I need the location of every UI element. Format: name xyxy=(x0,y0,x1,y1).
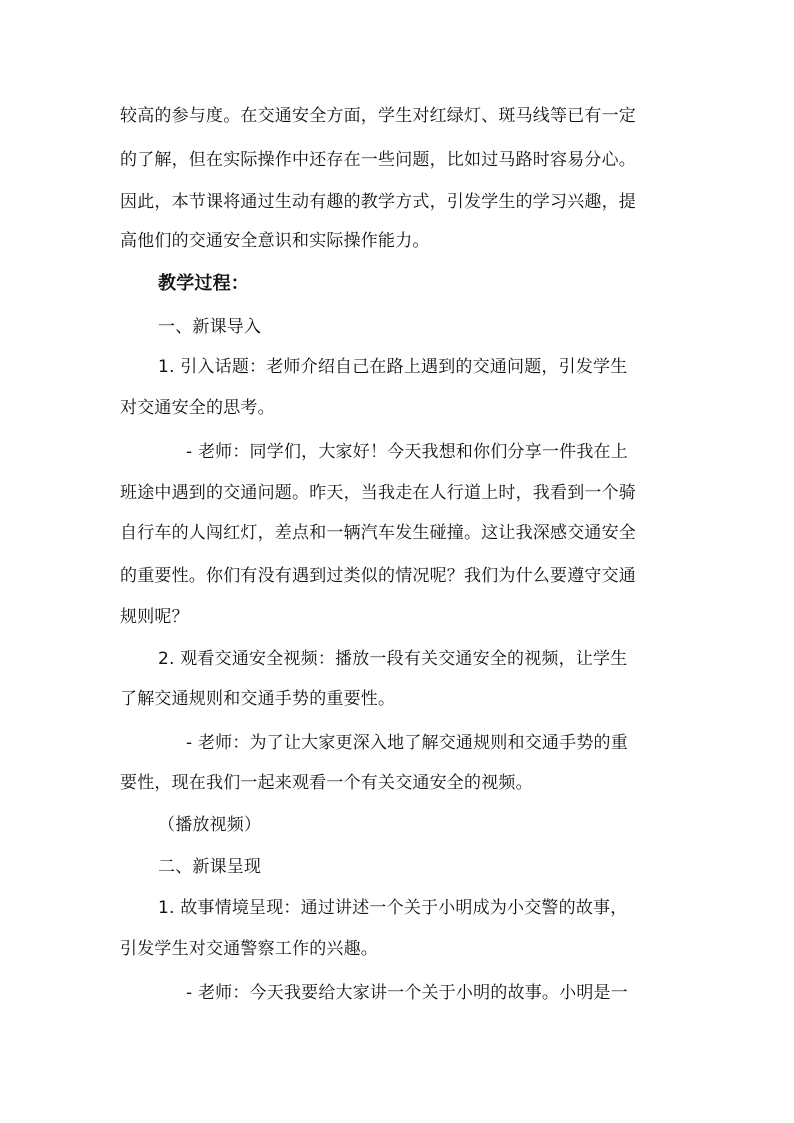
text-line-9: - 老师：同学们，大家好！今天我想和你们分享一件我在上 xyxy=(186,442,628,462)
text-line-14: 2. 观看交通安全视频：播放一段有关交通安全的视频，让学生 xyxy=(158,649,628,669)
text-line-22: - 老师：今天我要给大家讲一个关于小明的故事。小明是一 xyxy=(186,983,628,1003)
text-line-15: 了解交通规则和交通手势的重要性。 xyxy=(120,689,396,709)
text-line-4: 高他们的交通安全意识和实际操作能力。 xyxy=(120,231,430,251)
section-heading: 教学过程： xyxy=(158,273,249,294)
text-line-10: 班途中遇到的交通问题。昨天，当我走在人行道上时，我看到一个骑 xyxy=(120,483,636,503)
text-line-13: 规则呢？ xyxy=(120,607,189,627)
text-line-20: 1. 故事情境呈现：通过讲述一个关于小明成为小交警的故事， xyxy=(158,898,628,918)
text-line-7: 1. 引入话题：老师介绍自己在路上遇到的交通问题，引发学生 xyxy=(158,357,628,377)
text-line-11: 自行车的人闯红灯，差点和一辆汽车发生碰撞。这让我深感交通安全 xyxy=(120,523,636,543)
text-line-3: 因此，本节课将通过生动有趣的教学方式，引发学生的学习兴趣，提 xyxy=(120,192,636,212)
subsection-heading-2: 二、新课呈现 xyxy=(158,857,262,877)
text-line-12: 的重要性。你们有没有遇到过类似的情况呢？我们为什么要遵守交通 xyxy=(120,566,636,586)
text-line-21: 引发学生对交通警察工作的兴趣。 xyxy=(120,939,378,959)
text-line-17: 要性，现在我们一起来观看一个有关交通安全的视频。 xyxy=(120,773,533,793)
text-line-2: 的了解，但在实际操作中还存在一些问题，比如过马路时容易分心。 xyxy=(120,150,636,170)
subsection-heading-1: 一、新课导入 xyxy=(158,317,262,337)
video-note: （播放视频） xyxy=(158,815,262,835)
text-line-8: 对交通安全的思考。 xyxy=(120,398,275,418)
text-line-16: - 老师：为了让大家更深入地了解交通规则和交通手势的重 xyxy=(186,733,628,753)
text-line-1: 较高的参与度。在交通安全方面，学生对红绿灯、斑马线等已有一定 xyxy=(120,106,636,126)
